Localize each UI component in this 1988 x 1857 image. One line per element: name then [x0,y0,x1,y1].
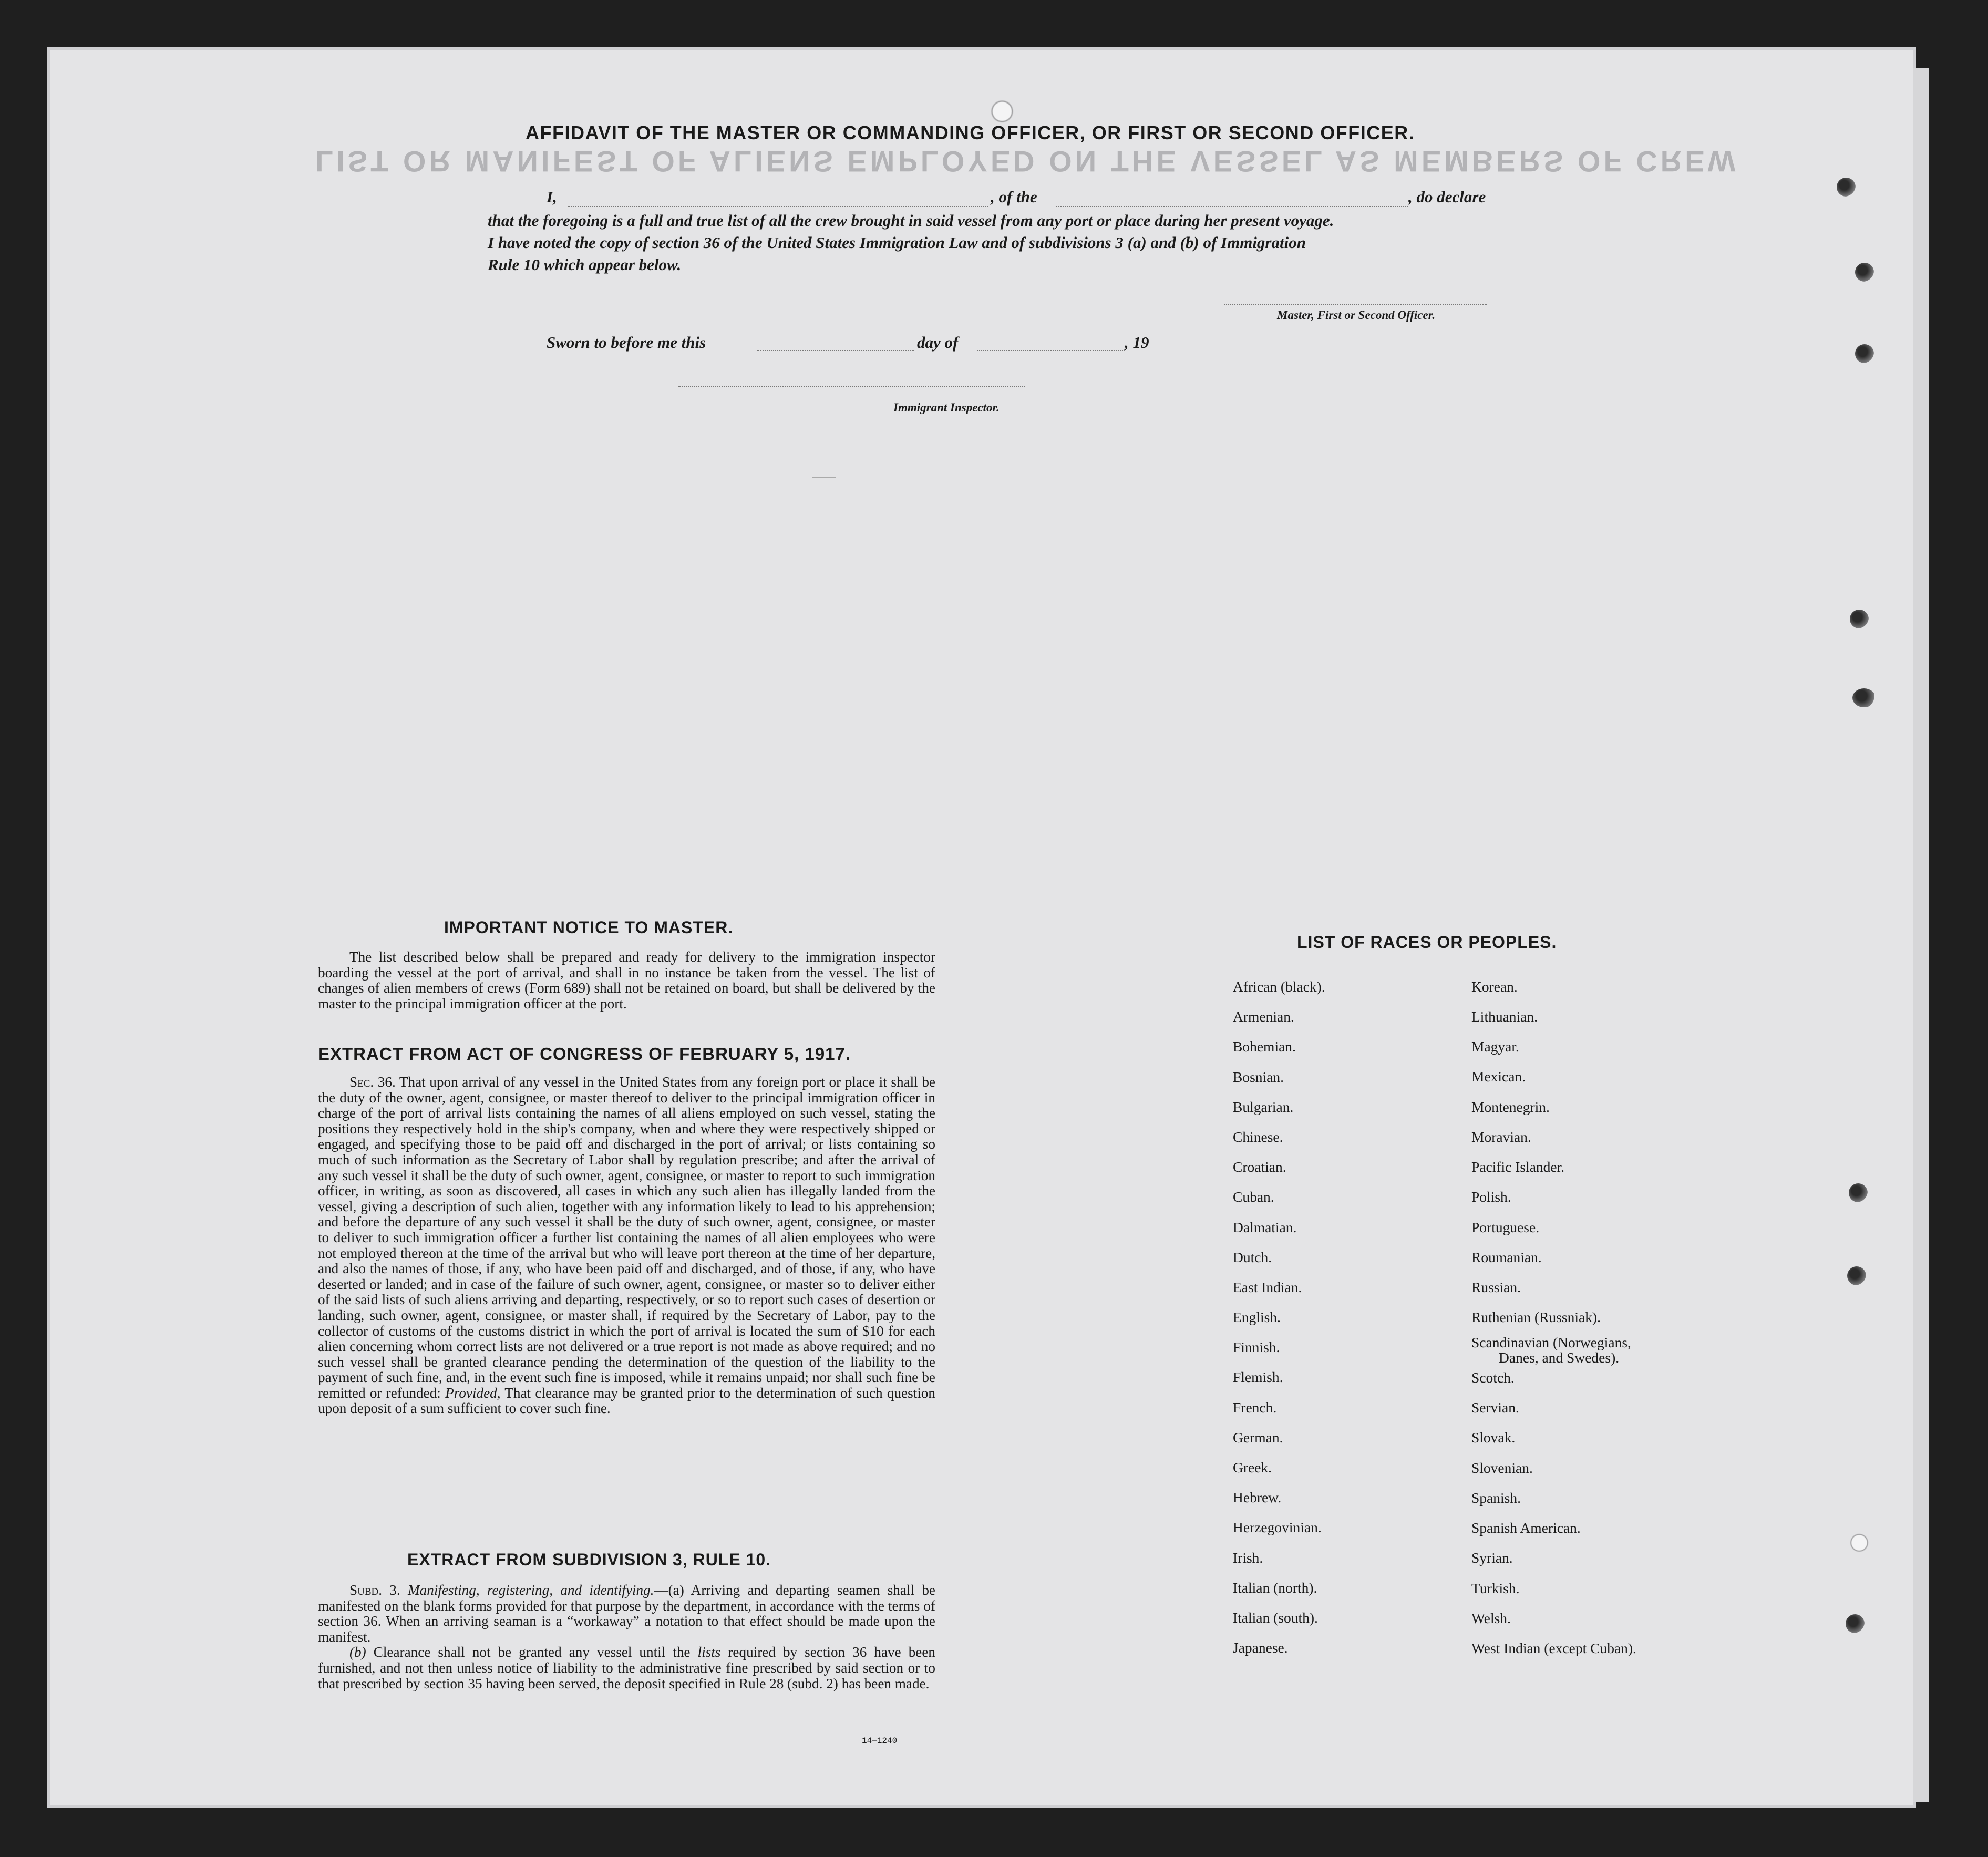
master-signature-label: Master, First or Second Officer. [1277,308,1436,322]
race-item: Italian (north). [1233,1579,1317,1596]
act-heading: EXTRACT FROM ACT OF CONGRESS OF FEBRUARY 5, 1917. [318,1044,851,1064]
punch-hole [991,100,1014,123]
punch-hole [1837,178,1856,197]
race-item: African (black). [1233,978,1325,995]
race-item: Croatian. [1233,1159,1286,1175]
affidavit-of-the: , of the [991,188,1037,206]
subdivision-title: Manifesting, registering, and identifying. [407,1582,654,1598]
subdivision-label: Subd. 3. [349,1582,400,1598]
race-item: Japanese. [1233,1639,1288,1656]
race-item: Lithuanian. [1471,1008,1538,1025]
race-item: Bulgarian. [1233,1098,1294,1115]
affidavit-line-3: I have noted the copy of section 36 of the United States Immigration Law and of subdivisions 3 (a) and (b) of Immigration [488,233,1306,252]
race-item: Herzegovinian. [1233,1519,1322,1536]
affidavit-line-2: that the foregoing is a full and true list of all the crew brought in said vessel from any port or place during her present voyage. [488,211,1334,230]
rule-b-label: (b) [349,1644,366,1660]
race-item: Dalmatian. [1233,1219,1297,1235]
race-item: Polish. [1471,1189,1511,1205]
notice-text [318,950,935,1012]
month-blank [977,350,1125,351]
race-item: Greek. [1233,1459,1272,1476]
rule-b-text-1: Clearance shall not be granted any vessel until the [373,1644,691,1660]
race-item-continued: Danes, and Swedes). [1499,1349,1620,1366]
race-item: Portuguese. [1471,1219,1540,1235]
race-item: Bosnian. [1233,1068,1284,1085]
affidavit-i: I, [547,188,557,206]
race-item: Hebrew. [1233,1489,1282,1506]
punch-hole [1850,1533,1869,1552]
rule-a-text: —(a) Arriving and departing seamen shall be manifested on the blank forms provided for that purpose by the department, in accordance with the terms of section 36. When an arriving seaman is a “workaway” a notation to that effect should be made upon the manifest. [318,1582,936,1645]
race-item: Ruthenian (Russniak). [1471,1309,1601,1325]
rule-text [318,1583,935,1691]
inspector-signature-label: Immigrant Inspector. [893,401,1000,414]
affidavit-title: AFFIDAVIT OF THE MASTER OR COMMANDING OFFICER, OR FIRST OR SECOND OFFICER. [526,122,1415,143]
race-item: Scandinavian (Norwegians, [1471,1334,1631,1350]
race-item: Montenegrin. [1471,1099,1550,1115]
punch-hole [1850,610,1869,628]
rule-b-text-2: required by section 36 have been furnished, and not then unless notice of liability to the administrative fine prescribed by said section or to that prescribed by section 35 having been served, the deposit specified in Rule 28 (subd. 2) has been made. [318,1644,936,1691]
race-item: Roumanian. [1471,1249,1542,1265]
race-item: Slovak. [1471,1429,1516,1446]
race-item: Korean. [1471,978,1518,995]
race-item: Italian (south). [1233,1609,1318,1626]
race-item: Cuban. [1233,1189,1274,1205]
race-item: West Indian (except Cuban). [1471,1640,1636,1656]
race-item: Bohemian. [1233,1038,1296,1055]
race-item: Flemish. [1233,1369,1283,1386]
form-number: 14—1240 [862,1736,898,1746]
race-item: East Indian. [1233,1278,1302,1295]
year-label: , 19 [1125,333,1149,352]
notice-heading: IMPORTANT NOTICE TO MASTER. [444,918,734,937]
races-heading: LIST OF RACES OR PEOPLES. [1297,933,1557,952]
master-signature-line [1224,304,1487,305]
race-item: Syrian. [1471,1550,1513,1566]
race-item: Finnish. [1233,1339,1280,1356]
inspector-signature-line [678,386,1025,387]
punch-hole [1849,1183,1868,1202]
affidavit-declare: , do declare [1408,188,1486,206]
page-edge [1913,68,1929,1802]
rule-b-lists: lists [697,1644,721,1660]
race-item: English. [1233,1309,1281,1326]
race-item: Pacific Islander. [1471,1159,1565,1175]
race-item: French. [1233,1399,1277,1416]
document-page [50,50,1913,1805]
race-item: German. [1233,1429,1283,1446]
race-item: Servian. [1471,1399,1519,1416]
day-blank [757,350,914,351]
act-text [318,1075,935,1417]
act-paragraph-end: That clearance may be granted prior to the determination of such question upon deposit of a sum sufficient to cover such fine. [318,1385,935,1417]
race-item: Armenian. [1233,1008,1294,1025]
race-item: Russian. [1471,1279,1521,1295]
race-item: Mexican. [1471,1068,1526,1085]
punch-hole [1846,1614,1865,1633]
day-of-label: day of [917,333,959,352]
divider [812,477,836,478]
vessel-blank [1056,206,1408,207]
rule-heading: EXTRACT FROM SUBDIVISION 3, RULE 10. [407,1550,771,1569]
race-item: Scotch. [1471,1369,1515,1386]
race-item: Magyar. [1471,1038,1519,1055]
race-item: Welsh. [1471,1610,1511,1626]
race-item: Turkish. [1471,1580,1520,1596]
provided-word: Provided, [445,1385,501,1401]
race-item: Slovenian. [1471,1460,1533,1476]
act-paragraph: That upon arrival of any vessel in the United States from any foreign port or place it shall be the duty of the owner, agent, consignee, or master thereof to deliver to the principal immigration officer in charge of the port of arrival lists containing the names of all aliens employed on such vessel, stating the positions they respectively hold in the ship's company, when and where they were respectively shipped or engaged, and specifying those to be paid off and discharged in the port of arrival; or lists containing so much of such information as the Secretary of Labor shall by regulation prescribe; and after the arrival of any such vessel it shall be the duty of such owner, agent, consignee, or master to report to such immigration officer, in writing, as soon as discovered, all cases in which any such alien has illegally landed from the vessel, giving a description of such alien, together with any information likely to lead to his apprehension; and before the departure of any such vessel it shall be the duty of such owner, agent, consignee, or master to deliver to such immigration officer a further list containing the names of all alien employees who were not employed thereon at the time of the arrival but who will leave port thereon at the time of her departure, and also the names of those, if any, who have been paid off and discharged, and of those, if any, who have deserted or landed; and in case of the failure of such owner, agent, consignee, or master so to deliver either of the said lists of such aliens arriving and departing, respectively, or so to report such cases of desertion or landing, such owner, agent, consignee, or master shall, if required by the Secretary of Labor, pay to the collector of customs of the customs district in which the port of arrival is located the sum of $10 for each alien concerning whom correct lists are not delivered or a true report is not made as above required; and no such vessel shall be granted clearance pending the determination of the question of the liability to the payment of such fine, and, in the event such fine is imposed, while it remains unpaid; nor shall such fine be remitted or refunded: [318,1074,935,1401]
notice-paragraph: The list described below shall be prepared and ready for delivery to the immigration inspector boarding the vessel at the port of arrival, and shall in no instance be taken from the vessel. The list of changes of alien members of crews (Form 689) shall not be retained on board, but shall be delivered by the master to the principal immigration officer at the port. [318,949,935,1012]
sworn-label: Sworn to before me this [547,333,706,352]
bleed-through-text: LIST OR MANIFEST OF ALIENS EMPLOYED ON THE VESSEL AS MEMBERS OF CREW [315,145,1739,178]
race-item: Moravian. [1471,1129,1531,1145]
race-item: Spanish American. [1471,1520,1581,1536]
section-label: Sec. 36. [349,1074,396,1090]
name-blank [568,206,988,207]
affidavit-line-4: Rule 10 which appear below. [488,255,682,274]
races-left-column [1233,978,1325,1669]
punch-hole [1855,344,1874,363]
punch-hole [1852,688,1876,707]
race-item: Irish. [1233,1549,1263,1566]
race-item: Chinese. [1233,1128,1283,1145]
punch-hole [1855,263,1874,282]
race-item: Spanish. [1471,1490,1521,1506]
punch-hole [1847,1266,1866,1285]
race-item: Dutch. [1233,1249,1272,1265]
